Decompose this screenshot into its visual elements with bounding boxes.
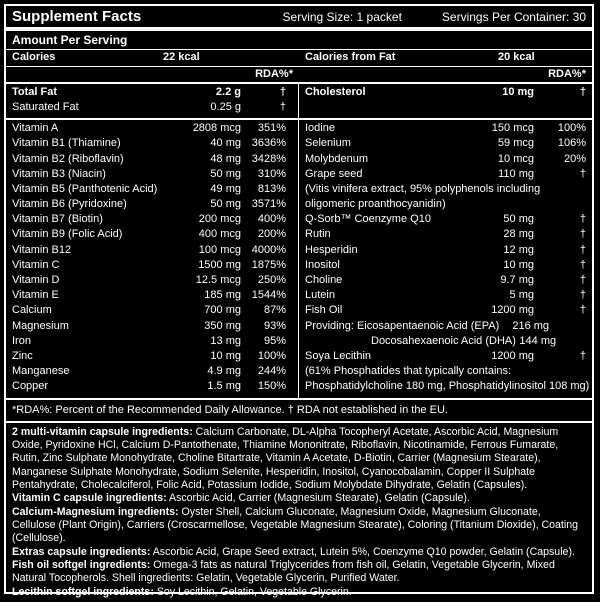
nutrient-name: Zinc [12,349,33,362]
calories-label: Calories [12,51,56,64]
ingredient-paragraph [12,546,586,559]
nutrient-amount: 4.9 mg [207,365,241,378]
nutrient-amount: 50 mg [210,198,241,211]
nutrient-amount: 12.5 mcg [195,274,241,287]
calories-from-fat-label: Calories from Fat [305,51,396,64]
nutrient-pct: 3636% [251,137,286,150]
nutrient-pct: 244% [257,365,286,378]
nutrient-row [6,137,292,152]
nutrients-section [6,120,592,397]
nutrient-row [6,350,292,365]
nutrient-row [6,213,292,228]
nutrient-pct: 310% [257,167,286,180]
ingredient-label: Extras capsule ingredients: [12,545,151,558]
nutrient-row: Total Fat 2.2 g † [12,85,286,98]
nutrient-row [6,183,292,198]
nutrient-row [6,153,292,168]
ingredient-text: Ascorbic Acid, Grape Seed extract, Lutein 5%, Coenzyme Q10 powder, Gelatin (Capsule). [150,545,575,558]
nutrient-row: Fish Oil 1200 mg † [305,304,586,317]
note-line: oligomeric proanthocyanidin) [305,198,446,211]
nutrient-row [6,122,292,137]
calories-row [6,50,592,65]
nutrient-row: Iodine 150 mcg 100% [305,122,586,135]
nutrient-row: Hesperidin 12 mg † [305,243,586,256]
nutrient-pct: 1875% [251,258,286,271]
nutrient-name: Magnesium [12,319,69,332]
nutrient-pct: 4000% [251,243,286,256]
panel-title: Supplement Facts [12,8,142,25]
nutrient-row [6,228,292,243]
nutrient-row [6,320,292,335]
ingredient-label: Fish oil softgel ingredients: [12,559,151,572]
header [6,6,592,27]
rda-header-left: RDA%* [255,67,293,80]
ingredient-paragraph [12,586,586,599]
nutrient-row [6,365,292,380]
rda-header-right: RDA%* [548,67,586,80]
nutrient-amount: 2808 mcg [192,122,241,135]
nutrient-pct: 400% [257,213,286,226]
nutrient-amount: 185 mg [204,289,241,302]
nutrient-pct: 1544% [251,289,286,302]
nutrient-row: Q-Sorb™ Coenzyme Q10 50 mg † [305,213,586,226]
nutrient-amount: 10 mg [210,349,241,362]
nutrient-name: Vitamin B3 (Niacin) [12,167,106,180]
calories-value: 22 kcal [163,51,200,64]
nutrient-pct: 3571% [251,198,286,211]
nutrient-pct: 93% [263,319,286,332]
nutrient-amount: 1500 mg [198,258,241,271]
nutrient-row: Saturated Fat 0.25 g † [12,100,286,113]
nutrient-row: Grape seed 110 mg † [305,167,586,180]
nutrient-amount: 50 mg [210,167,241,180]
nutrient-amount: 49 mg [210,182,241,195]
nutrient-pct: 813% [257,182,286,195]
nutrient-name: Vitamin B1 (Thiamine) [12,137,121,150]
rda-footnote: *RDA%: Percent of the Recommended Daily Allowance. † RDA not established in the EU. [12,403,448,416]
nutrient-row [6,335,292,350]
nutrient-row: Selenium 59 mcg 106% [305,137,586,150]
nutrient-name: Vitamin A [12,122,59,135]
nutrient-amount: 13 mg [210,334,241,347]
nutrient-row [6,244,292,259]
left-nutrients [6,120,299,397]
nutrient-row: Inositol 10 mg † [305,258,586,271]
ingredient-label: Lecithin softgel ingredients: [12,585,154,598]
nutrient-row [6,289,292,304]
nutrient-pct: 250% [257,274,286,287]
nutrient-amount: 100 mcg [198,243,241,256]
note-line: (61% Phosphatides that typically contains: [305,365,512,378]
nutrient-row [6,274,292,289]
ingredient-text: Calcium Carbonate, DL-Alpha Tocopheryl Acetate, Ascorbic Acid, Magnesium Oxide, Pyridoxine HCl, Calcium D-Pantothenate, Thiamine Mononitrate, Riboflavin, Nicotinamide, Ferrous Fumarate, Rutin, Zinc Sulphate Monohydrate, Choline Bitartrate, Vitamin A Acetate, D-Biotin, Carrier (Magnesium Stearate), Manganese Sulphate Monohydrate, Sodium Selenite, Hesperidin, Inositol, Cyanocobalamin, Copper II Sulphate Pentahydrate, Cholecalciferol, Folic Acid, Potassium Iodide, Sodium Molybdate Dihydrate, Gelatin (Capsules). [12,425,559,492]
ingredient-label: 2 multi-vitamin capsule ingredients: [12,425,193,438]
amount-per-serving: Amount Per Serving [12,33,128,47]
ingredient-paragraph [12,492,586,505]
ingredient-text: Oyster Shell, Calcium Gluconate, Magnesium Oxide, Magnesium Gluconate, Cellulose (Plant Origin), Carriers (Croscarmellose, Vegetable Magnesium Stearate), Coloring (Titanium Dioxide), Coating (Cellulose). [12,505,579,545]
ingredient-paragraph [12,426,586,493]
nutrient-row [6,259,292,274]
ingredient-paragraph [12,559,586,586]
nutrient-row: Docosahexaenoic Acid (DHA) 144 mg [371,334,557,347]
ingredients-section [6,423,592,602]
nutrient-pct: 95% [263,334,286,347]
nutrient-name: Vitamin B6 (Pyridoxine) [12,198,127,211]
note-line: (Vitis vinifera extract, 95% polyphenols including [305,182,541,195]
ingredient-label: Vitamin C capsule ingredients: [12,492,167,505]
right-nutrients [299,120,592,397]
nutrient-row: Soya Lecithin 1200 mg † [305,349,586,362]
nutrient-name: Vitamin E [12,289,59,302]
nutrient-row [6,304,292,319]
nutrient-amount: 200 mcg [198,213,241,226]
nutrient-row [6,380,292,395]
calories-from-fat-value: 20 kcal [498,51,535,64]
ingredient-text: Omega-3 fats as natural Triglycerides from fish oil, Gelatin, Vegetable Glycerin, Mixed Natural Tocopherols. Shell ingredients: Gelatin, Vegetable Glycerin, Purified Water. [12,559,555,585]
nutrient-row: Molybdenum 10 mcg 20% [305,152,586,165]
nutrient-amount: 40 mg [210,137,241,150]
nutrient-name: Manganese [12,365,70,378]
nutrient-amount: 48 mg [210,152,241,165]
nutrient-row: Cholesterol 10 mg † [305,85,586,98]
servings-per-container: Servings Per Container: 30 [441,10,586,24]
nutrient-row: Lutein 5 mg † [305,289,586,302]
nutrient-pct: 200% [257,228,286,241]
ingredient-paragraph [12,506,586,546]
nutrient-amount: 700 mg [204,304,241,317]
nutrient-pct: 3428% [251,152,286,165]
nutrient-name: Iron [12,334,31,347]
note-line: Phosphatidylcholine 180 mg, Phosphatidylinositol 108 mg) [305,380,590,393]
nutrient-name: Vitamin B9 (Folic Acid) [12,228,123,241]
serving-size: Serving Size: 1 packet [282,10,402,24]
nutrient-name: Vitamin B5 (Panthotenic Acid) [12,182,158,195]
supplement-facts-panel [4,4,594,598]
nutrient-row [6,198,292,213]
rda-header-row [6,67,592,82]
nutrient-name: Vitamin B12 [12,243,72,256]
nutrient-amount: 350 mg [204,319,241,332]
nutrient-pct: 150% [257,380,286,393]
nutrient-pct: 100% [257,349,286,362]
nutrient-name: Vitamin C [12,258,60,271]
nutrient-row: Choline 9.7 mg † [305,274,586,287]
fat-section [6,84,592,118]
nutrient-name: Copper [12,380,49,393]
nutrient-amount: 1.5 mg [207,380,241,393]
nutrient-pct: 87% [263,304,286,317]
nutrient-row: Providing: Eicosapentaenoic Acid (EPA) 216 mg [305,319,550,332]
nutrient-name: Calcium [12,304,52,317]
nutrient-name: Vitamin B7 (Biotin) [12,213,103,226]
nutrient-name: Vitamin B2 (Riboflavin) [12,152,124,165]
nutrient-row: Rutin 28 mg † [305,228,586,241]
nutrient-row [6,168,292,183]
ingredient-text: Ascorbic Acid, Carrier (Magnesium Stearate), Gelatin (Capsule). [166,492,470,505]
nutrient-name: Vitamin D [12,274,60,287]
ingredient-text: Soy Lecithin, Gelatin, Vegetable Glycerin. [153,585,352,598]
nutrient-amount: 400 mcg [198,228,241,241]
ingredient-label: Calcium-Magnesium ingredients: [12,505,179,518]
nutrient-pct: 351% [257,122,286,135]
